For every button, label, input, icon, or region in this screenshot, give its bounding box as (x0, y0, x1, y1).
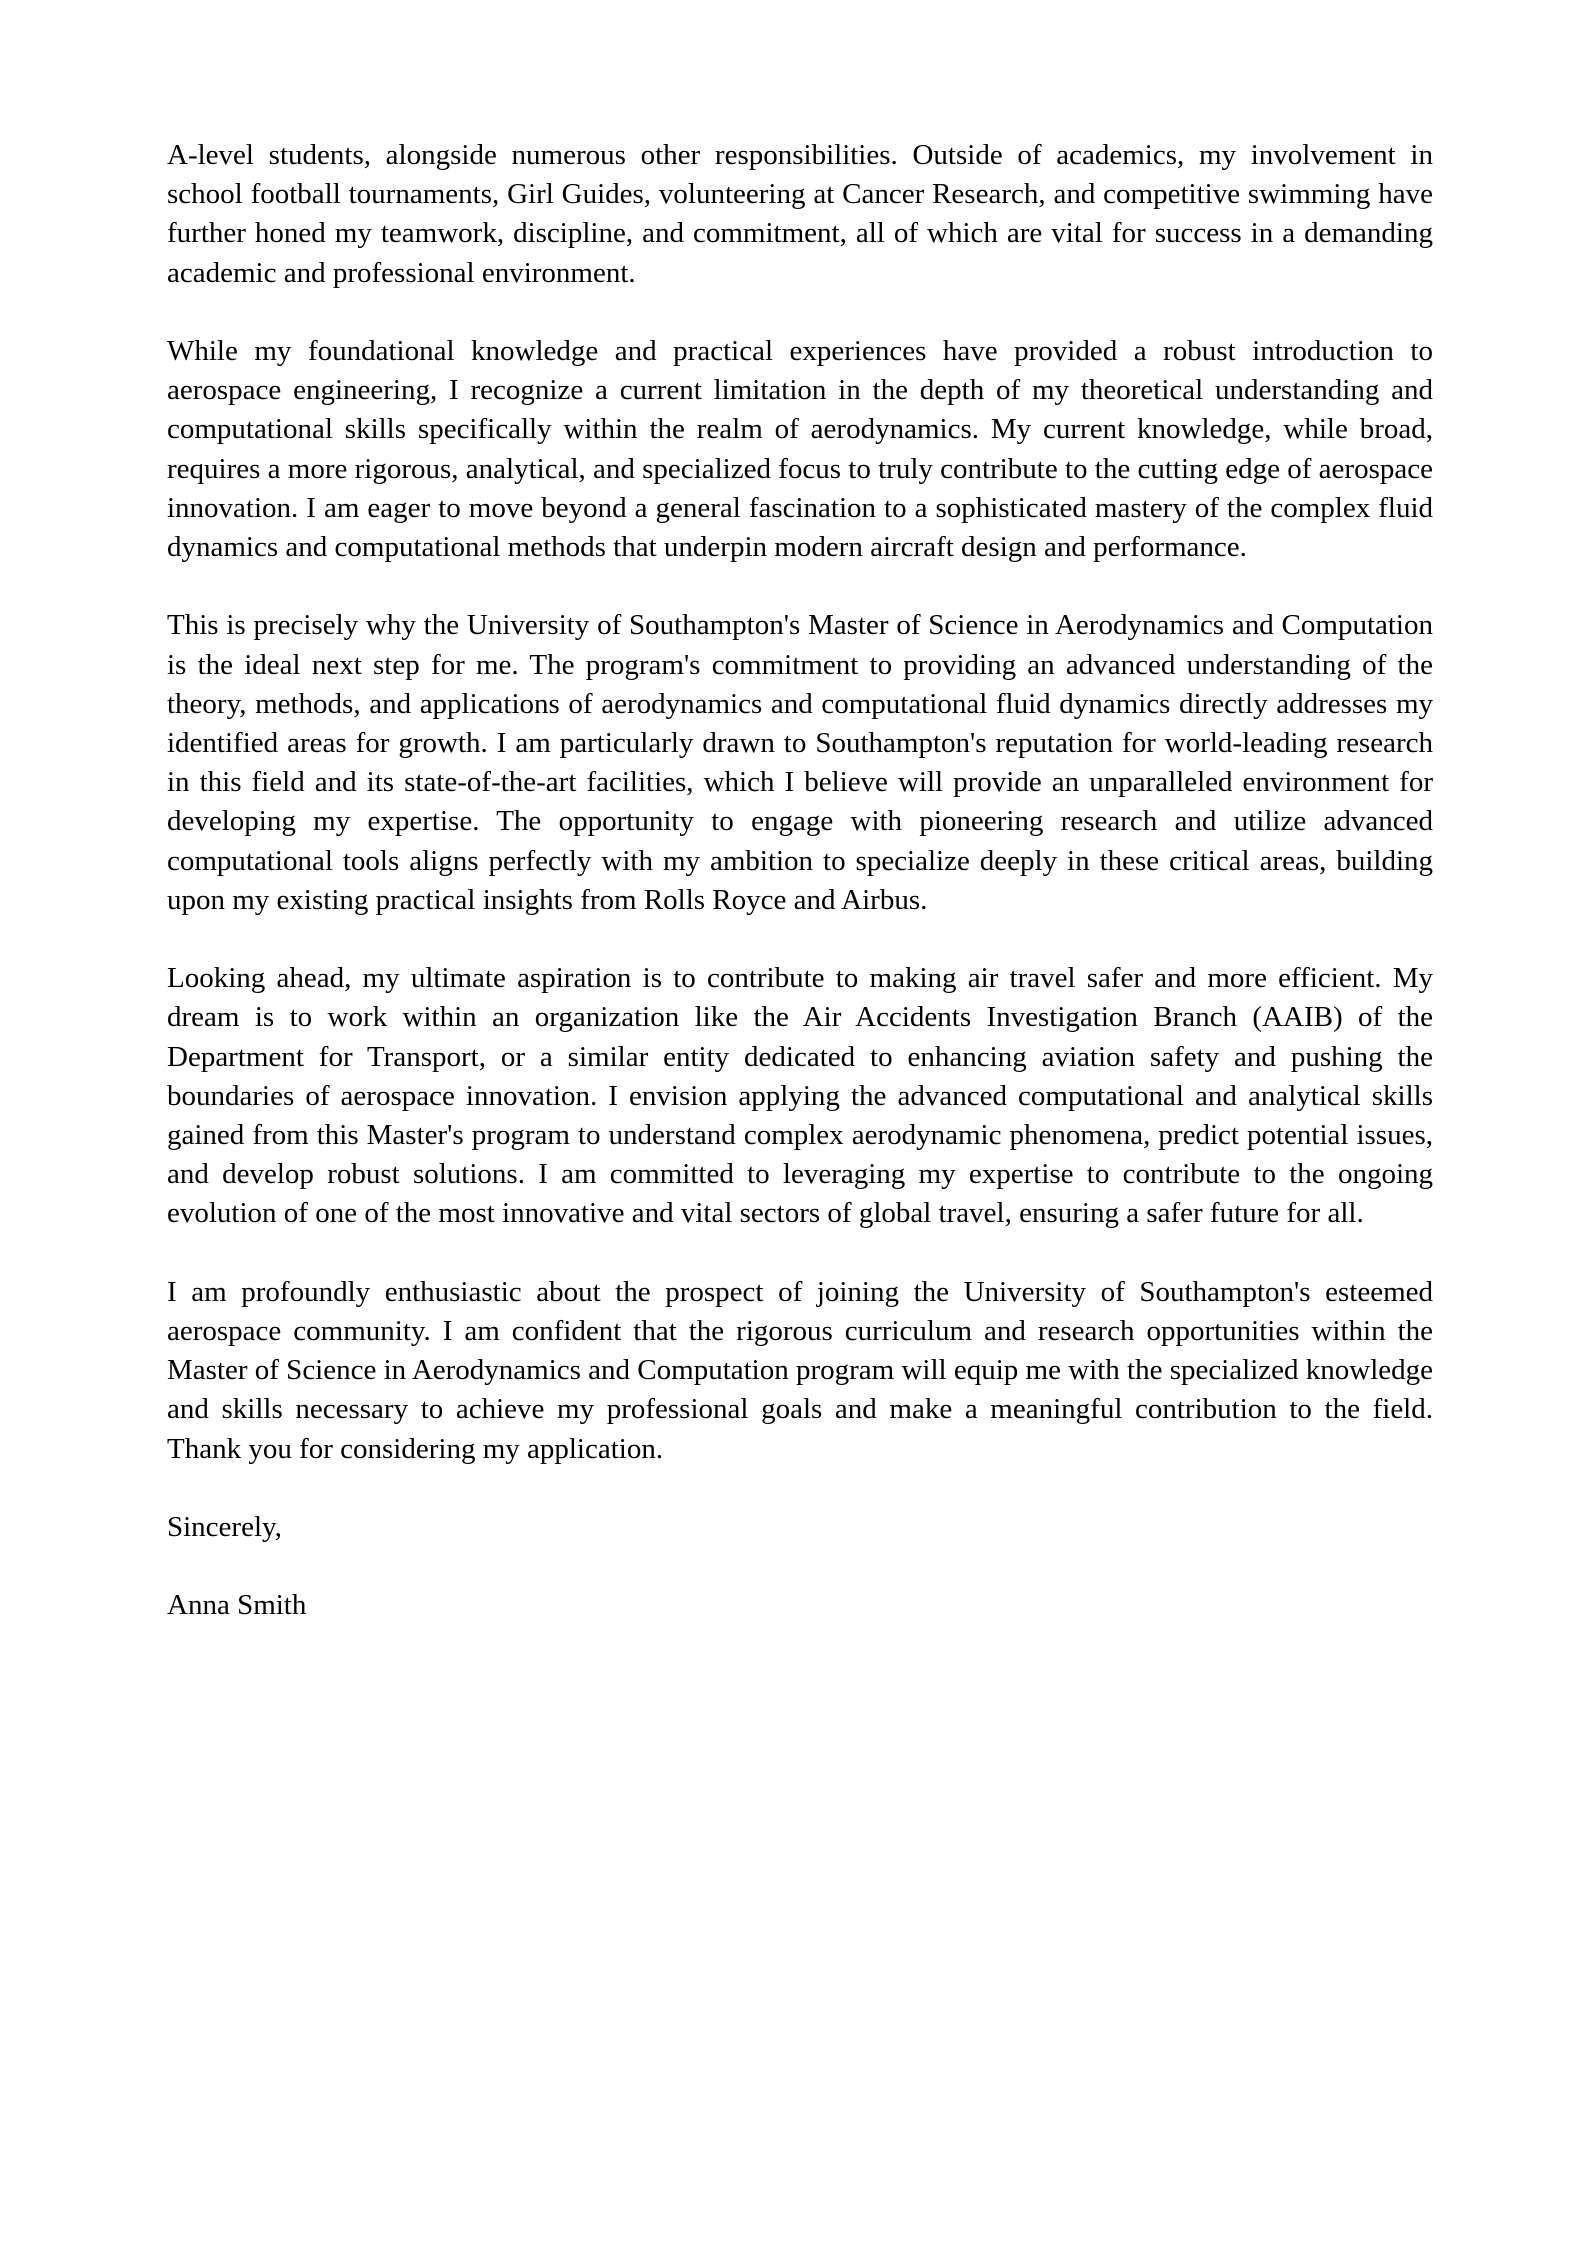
paragraph-program-fit: This is precisely why the University of Southampton's Master of Science in Aerodynamics and Computation is the ideal next step for me. The program's commitment to providing an advanced understanding of the theory, methods, and applications of aerodynamics and computational fluid dynamics directly addresses my identified areas for growth. I am particularly drawn to Southampton's reputation for world-leading research in this field and its state-of-the-art facilities, which I believe will provide an unparalleled environment for developing my expertise. The opportunity to engage with pioneering research and utilize advanced computational tools aligns perfectly with my ambition to specialize deeply in these critical areas, building upon my existing practical insights from Rolls Royce and Airbus. (167, 609, 1433, 916)
closing-salutation: Sincerely, (167, 1511, 282, 1544)
letter-body (167, 136, 1433, 1626)
paragraph-limitations: While my foundational knowledge and practical experiences have provided a robust introduction to aerospace engineering, I recognize a current limitation in the depth of my theoretical understanding and computational skills specifically within the realm of aerodynamics. My current knowledge, while broad, requires a more rigorous, analytical, and specialized focus to truly contribute to the cutting edge of aerospace innovation. I am eager to move beyond a general fascination to a sophisticated mastery of the complex fluid dynamics and computational methods that underpin modern aircraft design and performance. (167, 335, 1433, 564)
paragraph-aspirations: Looking ahead, my ultimate aspiration is to contribute to making air travel safer and more efficient. My dream is to work within an organization like the Air Accidents Investigation Branch (AAIB) of the Department for Transport, or a similar entity dedicated to enhancing aviation safety and pushing the boundaries of aerospace innovation. I envision applying the advanced computational and analytical skills gained from this Master's program to understand complex aerodynamic phenomena, predict potential issues, and develop robust solutions. I am committed to leveraging my expertise to contribute to the ongoing evolution of one of the most innovative and vital sectors of global travel, ensuring a safer future for all. (167, 962, 1433, 1230)
paragraph-conclusion: I am profoundly enthusiastic about the prospect of joining the University of Southampton's esteemed aerospace community. I am confident that the rigorous curriculum and research opportunities within the Master of Science in Aerodynamics and Computation program will equip me with the specialized knowledge and skills necessary to achieve my professional goals and make a meaningful contribution to the field. Thank you for considering my application. (167, 1275, 1434, 1465)
paragraph-activities: A-level students, alongside numerous other responsibilities. Outside of academics, my involvement in school football tournaments, Girl Guides, volunteering at Cancer Research, and competitive swimming have further honed my teamwork, discipline, and commitment, all of which are vital for success in a demanding academic and professional environment. (167, 139, 1433, 289)
signature-name: Anna Smith (167, 1589, 307, 1622)
